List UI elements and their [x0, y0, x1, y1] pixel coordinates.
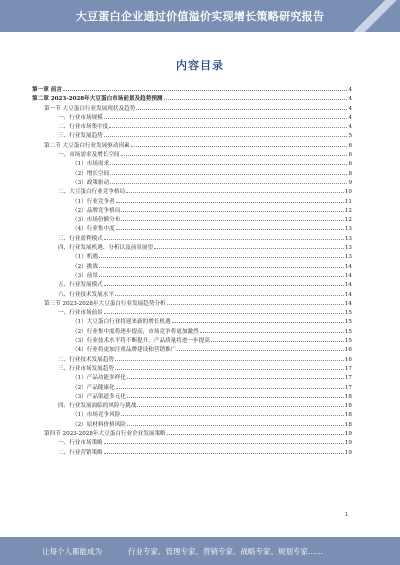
toc-leader-dots — [115, 363, 344, 370]
toc-entry[interactable] — [32, 168, 352, 177]
toc-entry[interactable] — [32, 84, 352, 93]
toc-leader-dots — [127, 372, 344, 379]
toc-entry-label: 六、行业技术发展水平 — [58, 291, 114, 298]
toc-entry-page: 12 — [344, 217, 352, 224]
toc-entry[interactable] — [32, 382, 352, 391]
toc-entry[interactable] — [32, 326, 352, 335]
toc-entry-label: （2）挑战 — [72, 263, 98, 270]
toc-entry[interactable] — [32, 307, 352, 316]
toc-entry[interactable] — [32, 419, 352, 428]
toc-entry-page: 19 — [344, 440, 352, 447]
toc-leader-dots — [211, 335, 344, 342]
toc-entry-label: （2）产品健康化 — [72, 384, 115, 391]
toc-entry[interactable] — [32, 372, 352, 381]
toc-entry-label: 三、行业发展趋势 — [58, 133, 103, 140]
toc-entry-label: 一、行业市场前景 — [58, 310, 103, 317]
toc-entry-label: （1）行业竞争者 — [72, 198, 115, 205]
toc-entry[interactable] — [32, 409, 352, 418]
toc-leader-dots — [167, 298, 344, 305]
toc-entry-label: （4）行业集中度 — [72, 226, 115, 233]
toc-entry-page: 10 — [344, 189, 352, 196]
toc-entry-label: （2）增长空间 — [72, 170, 110, 177]
toc-entry-label: 一、行业市场策略 — [58, 440, 103, 447]
toc-entry[interactable] — [32, 112, 352, 121]
toc-entry[interactable] — [32, 103, 352, 112]
toc-entry-page: 4 — [348, 124, 352, 131]
toc-entry[interactable] — [32, 261, 352, 270]
header-accent-decoration — [354, 0, 400, 32]
toc-entry-label: 二、行业市场集中度 — [58, 124, 109, 131]
toc-entry-label: 三、行业盈利模式 — [58, 235, 103, 242]
toc-entry[interactable] — [32, 149, 352, 158]
toc-entry-label: （1）机遇 — [72, 254, 98, 261]
toc-entry-page: 8 — [348, 170, 352, 177]
toc-leader-dots — [121, 214, 344, 221]
toc-entry-page: 6 — [348, 142, 352, 149]
toc-leader-dots — [116, 223, 344, 230]
toc-entry-page: 13 — [344, 226, 352, 233]
toc-entry-page: 4 — [348, 105, 352, 112]
toc-entry[interactable] — [32, 289, 352, 298]
toc-entry[interactable] — [32, 223, 352, 232]
toc-leader-dots — [137, 400, 344, 407]
toc-entry-page: 15 — [344, 338, 352, 345]
toc-entry-label: （4）行业将更加注重品牌建设和营销推广 — [72, 347, 177, 354]
report-title: 大豆蛋白企业通过价值溢价实现增长策略研究报告 — [75, 10, 325, 23]
toc-entry-page: 11 — [344, 198, 352, 205]
toc-entry-label: （3）行业技术水平将不断提升，产品质量将进一步提高 — [72, 338, 210, 345]
toc-entry-page: 13 — [344, 235, 352, 242]
report-footer-bar — [0, 537, 400, 565]
toc-entry-label: 四、行业发展机遇、分析以及前景展望 — [58, 245, 154, 252]
toc-entry-page: 14 — [344, 300, 352, 307]
toc-entry-page: 17 — [344, 365, 352, 372]
toc-leader-dots — [172, 316, 344, 323]
toc-entry-page: 18 — [344, 412, 352, 419]
toc-entry-label: 二、行业营销策略 — [58, 449, 103, 456]
toc-leader-dots — [115, 289, 344, 296]
toc-leader-dots — [109, 121, 347, 128]
toc-leader-dots — [104, 112, 348, 119]
toc-entry[interactable] — [32, 279, 352, 288]
toc-entry-page: 17 — [344, 375, 352, 382]
toc-leader-dots — [127, 391, 344, 398]
toc-entry[interactable] — [32, 437, 352, 446]
toc-leader-dots — [154, 242, 344, 249]
toc-leader-dots — [99, 261, 344, 268]
toc-leader-dots — [104, 437, 344, 444]
toc-entry[interactable] — [32, 196, 352, 205]
toc-leader-dots — [99, 270, 344, 277]
toc-leader-dots — [104, 447, 344, 454]
toc-entry-page: 14 — [344, 282, 352, 289]
toc-entry-page: 19 — [344, 449, 352, 456]
toc-entry-label: 二、大豆蛋白行业竞争格局 — [58, 189, 126, 196]
toc-entry-page: 4 — [348, 96, 352, 103]
toc-entry-label: 第四节 2023-2028年大豆蛋白行业企业发展策略 — [44, 430, 166, 437]
toc-entry-label: 三、行业市场发展趋势 — [58, 365, 114, 372]
toc-leader-dots — [104, 130, 348, 137]
toc-entry-label: 第三节 2023-2028年大豆蛋白行业发展趋势分析 — [44, 300, 166, 307]
toc-entry-page: 4 — [348, 87, 352, 93]
toc-leader-dots — [167, 428, 344, 435]
toc-entry-page: 18 — [344, 421, 352, 428]
toc-entry[interactable] — [32, 93, 352, 102]
toc-leader-dots — [104, 233, 344, 240]
toc-entry-label: （1）产品功能多样化 — [72, 375, 126, 382]
toc-entry-page: 13 — [344, 245, 352, 252]
toc-entry[interactable] — [32, 130, 352, 139]
toc-entry-label: 五、行业发展模式 — [58, 282, 103, 289]
toc-entry-page: 6 — [348, 152, 352, 159]
toc-entry[interactable] — [32, 354, 352, 363]
toc-entry[interactable] — [32, 316, 352, 325]
toc-leader-dots — [116, 196, 344, 203]
toc-entry-page: 15 — [344, 328, 352, 335]
toc-entry-label: 四、行业发展面临的风险与挑战 — [58, 403, 137, 410]
toc-leader-dots — [136, 103, 347, 110]
toc-entry[interactable] — [32, 233, 352, 242]
table-of-contents — [32, 84, 352, 456]
toc-entry-label: 一、市场需求及增长空间 — [58, 152, 120, 159]
toc-entry[interactable] — [32, 447, 352, 456]
toc-entry-page: 18 — [344, 393, 352, 400]
toc-entry-label: （3）政策驱动 — [72, 179, 110, 186]
toc-leader-dots — [177, 344, 344, 351]
toc-entry[interactable] — [32, 298, 352, 307]
toc-entry[interactable] — [32, 140, 352, 149]
toc-leader-dots — [127, 419, 344, 426]
report-header-bar — [0, 0, 400, 32]
footer-expert-list: 行业专家、管理专家、营销专家、战略专家、规划专家…… — [128, 546, 323, 556]
toc-leader-dots — [200, 326, 344, 333]
toc-entry-page: 18 — [344, 403, 352, 410]
toc-entry[interactable] — [32, 400, 352, 409]
toc-entry-page: 5 — [348, 133, 352, 140]
toc-entry[interactable] — [32, 158, 352, 167]
toc-leader-dots — [121, 149, 348, 156]
toc-leader-dots — [131, 140, 348, 147]
toc-entry-page: 19 — [344, 430, 352, 437]
toc-entry-page: 15 — [344, 310, 352, 317]
toc-heading: 内容目录 — [176, 59, 224, 72]
toc-entry[interactable] — [32, 251, 352, 260]
toc-entry-label: 一、行业市场规模 — [58, 114, 103, 121]
toc-entry-label: 二、行业技术发展趋势 — [58, 356, 114, 363]
toc-entry-page: 14 — [344, 263, 352, 270]
footer-slogan: 让每个人都能成为 — [42, 546, 102, 556]
toc-entry-page: 16 — [344, 356, 352, 363]
toc-leader-dots — [116, 382, 344, 389]
toc-leader-dots — [115, 354, 344, 361]
toc-entry-label: （2）行业集中度将逐步提高，市场竞争将更加激烈 — [72, 328, 199, 335]
toc-entry-page: 13 — [344, 254, 352, 261]
toc-leader-dots — [126, 186, 344, 193]
toc-leader-dots — [110, 158, 347, 165]
toc-entry-label: （1）市场需求 — [72, 161, 110, 168]
toc-entry[interactable] — [32, 214, 352, 223]
toc-entry[interactable] — [32, 242, 352, 251]
toc-entry[interactable] — [32, 391, 352, 400]
toc-entry-label: （3）市场份额分布 — [72, 217, 121, 224]
toc-entry[interactable] — [32, 186, 352, 195]
toc-entry[interactable] — [32, 205, 352, 214]
toc-entry[interactable] — [32, 428, 352, 437]
toc-entry[interactable] — [32, 335, 352, 344]
toc-entry-page: 14 — [344, 272, 352, 279]
toc-entry-page: 15 — [344, 319, 352, 326]
toc-leader-dots — [110, 168, 347, 175]
toc-entry-label: 第二章 2023-2028年大豆蛋白市场前景及趋势预测 — [32, 96, 163, 103]
toc-entry-page: 14 — [344, 291, 352, 298]
toc-entry-label: （2）原材料价格风险 — [72, 421, 126, 428]
toc-entry[interactable] — [32, 344, 352, 353]
toc-entry-label: （2）品牌竞争格局 — [72, 207, 121, 214]
toc-entry-label: 第一节 大豆蛋白行业发展现状及趋势 — [44, 105, 136, 112]
toc-entry[interactable] — [32, 363, 352, 372]
page-number: 1 — [344, 512, 348, 518]
toc-leader-dots — [121, 409, 344, 416]
toc-entry-label: （1）大豆蛋白行业将迎来新的增长机遇 — [72, 319, 171, 326]
toc-leader-dots — [104, 279, 344, 286]
toc-entry-page: 12 — [344, 207, 352, 214]
toc-entry-label: （3）产品渠道多元化 — [72, 393, 126, 400]
toc-leader-dots — [63, 84, 348, 91]
toc-leader-dots — [164, 93, 348, 100]
toc-entry[interactable] — [32, 270, 352, 279]
toc-leader-dots — [121, 205, 344, 212]
toc-leader-dots — [104, 307, 344, 314]
toc-entry-page: 4 — [348, 114, 352, 121]
toc-entry[interactable] — [32, 121, 352, 130]
toc-leader-dots — [110, 177, 347, 184]
toc-entry-page: 6 — [348, 161, 352, 168]
toc-entry-page: 9 — [348, 179, 352, 186]
toc-entry-page: 17 — [344, 384, 352, 391]
toc-entry-label: 第一章 前言 — [32, 87, 62, 93]
toc-leader-dots — [99, 251, 344, 258]
toc-entry-label: （1）市场竞争风险 — [72, 412, 121, 419]
toc-entry-page: 16 — [344, 347, 352, 354]
toc-entry-label: 第二节 大豆蛋白行业发展驱动因素 — [44, 142, 130, 149]
toc-entry[interactable] — [32, 177, 352, 186]
toc-entry-label: （3）前景 — [72, 272, 98, 279]
